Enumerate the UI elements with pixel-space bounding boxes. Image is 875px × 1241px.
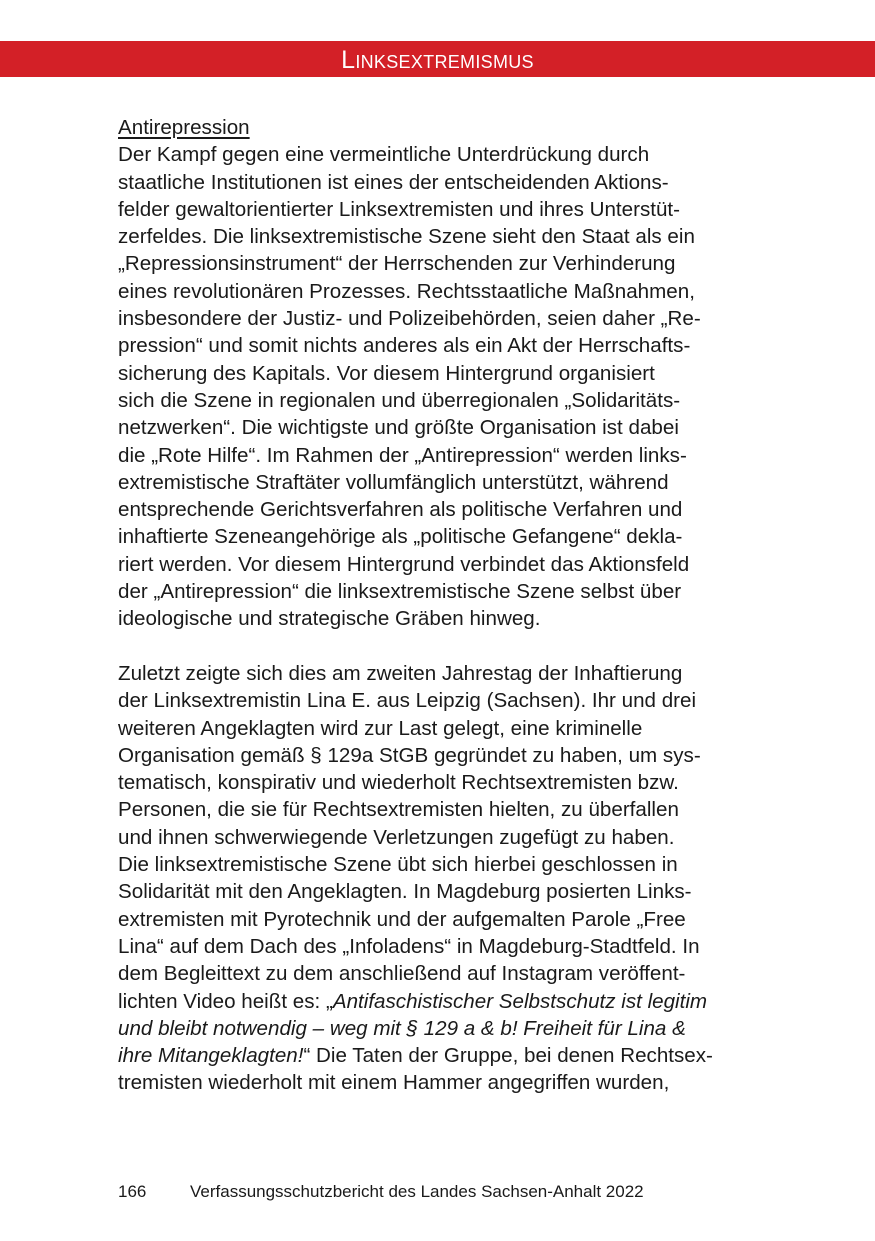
text-line: und ihnen schwerwiegende Verletzungen zugefügt zu haben. xyxy=(118,825,675,849)
text-line: Lina“ auf dem Dach des „Infoladens“ in Magdeburg-Stadtfeld. In xyxy=(118,934,700,958)
text-fragment: “ Die Taten der Gruppe, bei denen Rechtsex- xyxy=(303,1044,713,1068)
text-line: der „Antirepression“ die linksextremistische Szene selbst über xyxy=(118,580,682,604)
text-fragment: lichten Video heißt es: „ xyxy=(118,989,333,1013)
text-line: staatliche Institutionen ist eines der entscheidenden Aktions- xyxy=(118,170,669,194)
page-number: 166 xyxy=(118,1182,147,1201)
text-line: Solidarität mit den Angeklagten. In Magdeburg posierten Links- xyxy=(118,880,692,904)
text-line: der Linksextremistin Lina E. aus Leipzig (Sachsen). Ihr und drei xyxy=(118,689,697,713)
section-heading: Antirepression xyxy=(118,116,250,139)
text-line: weiteren Angeklagten wird zur Last gelegt, eine kriminelle xyxy=(118,716,643,740)
text-line-with-quote xyxy=(118,1015,768,1042)
text-line-with-quote xyxy=(118,1042,768,1069)
text-line: Der Kampf gegen eine vermeintliche Unterdrückung durch xyxy=(118,143,650,167)
text-line: extremisten mit Pyrotechnik und der aufgemalten Parole „Free xyxy=(118,907,686,931)
text-line: eines revolutionären Prozesses. Rechtsstaatliche Maßnahmen, xyxy=(118,279,695,303)
text-line: „Repressionsinstrument“ der Herrschenden zur Verhinderung xyxy=(118,252,676,276)
text-line: dem Begleittext zu dem anschließend auf Instagram veröffent- xyxy=(118,962,686,986)
chapter-title: Linksextremismus xyxy=(341,46,534,74)
text-line: insbesondere der Justiz- und Polizeibehörden, seien daher „Re- xyxy=(118,307,701,331)
text-line: Organisation gemäß § 129a StGB gegründet zu haben, um sys- xyxy=(118,743,701,767)
text-line: netzwerken“. Die wichtigste und größte Organisation ist dabei xyxy=(118,416,679,440)
text-line: Zuletzt zeigte sich dies am zweiten Jahrestag der Inhaftierung xyxy=(118,661,683,685)
page-footer xyxy=(118,1182,644,1202)
text-line: tematisch, konspirativ und wiederholt Rechtsextremisten bzw. xyxy=(118,771,679,795)
text-line-with-quote xyxy=(118,988,768,1015)
text-line: tremisten wiederholt mit einem Hammer angegriffen wurden, xyxy=(118,1071,670,1095)
text-line: entsprechende Gerichtsverfahren als politische Verfahren und xyxy=(118,498,683,522)
text-line: riert werden. Vor diesem Hintergrund verbindet das Aktionsfeld xyxy=(118,552,690,576)
text-line: sicherung des Kapitals. Vor diesem Hintergrund organisiert xyxy=(118,361,655,385)
page-body xyxy=(118,114,768,1097)
text-line: zerfeldes. Die linksextremistische Szene sieht den Staat als ein xyxy=(118,225,695,249)
publication-title: Verfassungsschutzbericht des Landes Sachsen-Anhalt 2022 xyxy=(190,1182,644,1201)
text-line: felder gewaltorientierter Linksextremisten und ihres Unterstüt- xyxy=(118,197,681,221)
paragraph-1 xyxy=(118,141,768,632)
quote-fragment: Antifaschistischer Selbstschutz ist legitim xyxy=(332,989,708,1013)
text-line: Die linksextremistische Szene übt sich hierbei geschlossen in xyxy=(118,853,678,877)
text-line: extremistische Straftäter vollumfänglich unterstützt, während xyxy=(118,470,669,494)
quote-fragment: und bleibt notwendig – weg mit § 129 a & b! Freiheit für Lina & xyxy=(118,1016,686,1040)
paragraph-spacer xyxy=(118,633,768,660)
text-line: Personen, die sie für Rechtsextremisten hielten, zu überfallen xyxy=(118,798,679,822)
text-line: die „Rote Hilfe“. Im Rahmen der „Antirepression“ werden links- xyxy=(118,443,687,467)
text-line: inhaftierte Szeneangehörige als „politische Gefangene“ dekla- xyxy=(118,525,683,549)
quote-fragment: ihre Mitangeklagten! xyxy=(118,1044,304,1068)
chapter-header-bar xyxy=(0,41,875,77)
text-line: pression“ und somit nichts anderes als ein Akt der Herrschafts- xyxy=(118,334,691,358)
text-line: sich die Szene in regionalen und überregionalen „Solidaritäts- xyxy=(118,388,681,412)
paragraph-2 xyxy=(118,660,768,1097)
text-line: ideologische und strategische Gräben hinweg. xyxy=(118,607,541,631)
